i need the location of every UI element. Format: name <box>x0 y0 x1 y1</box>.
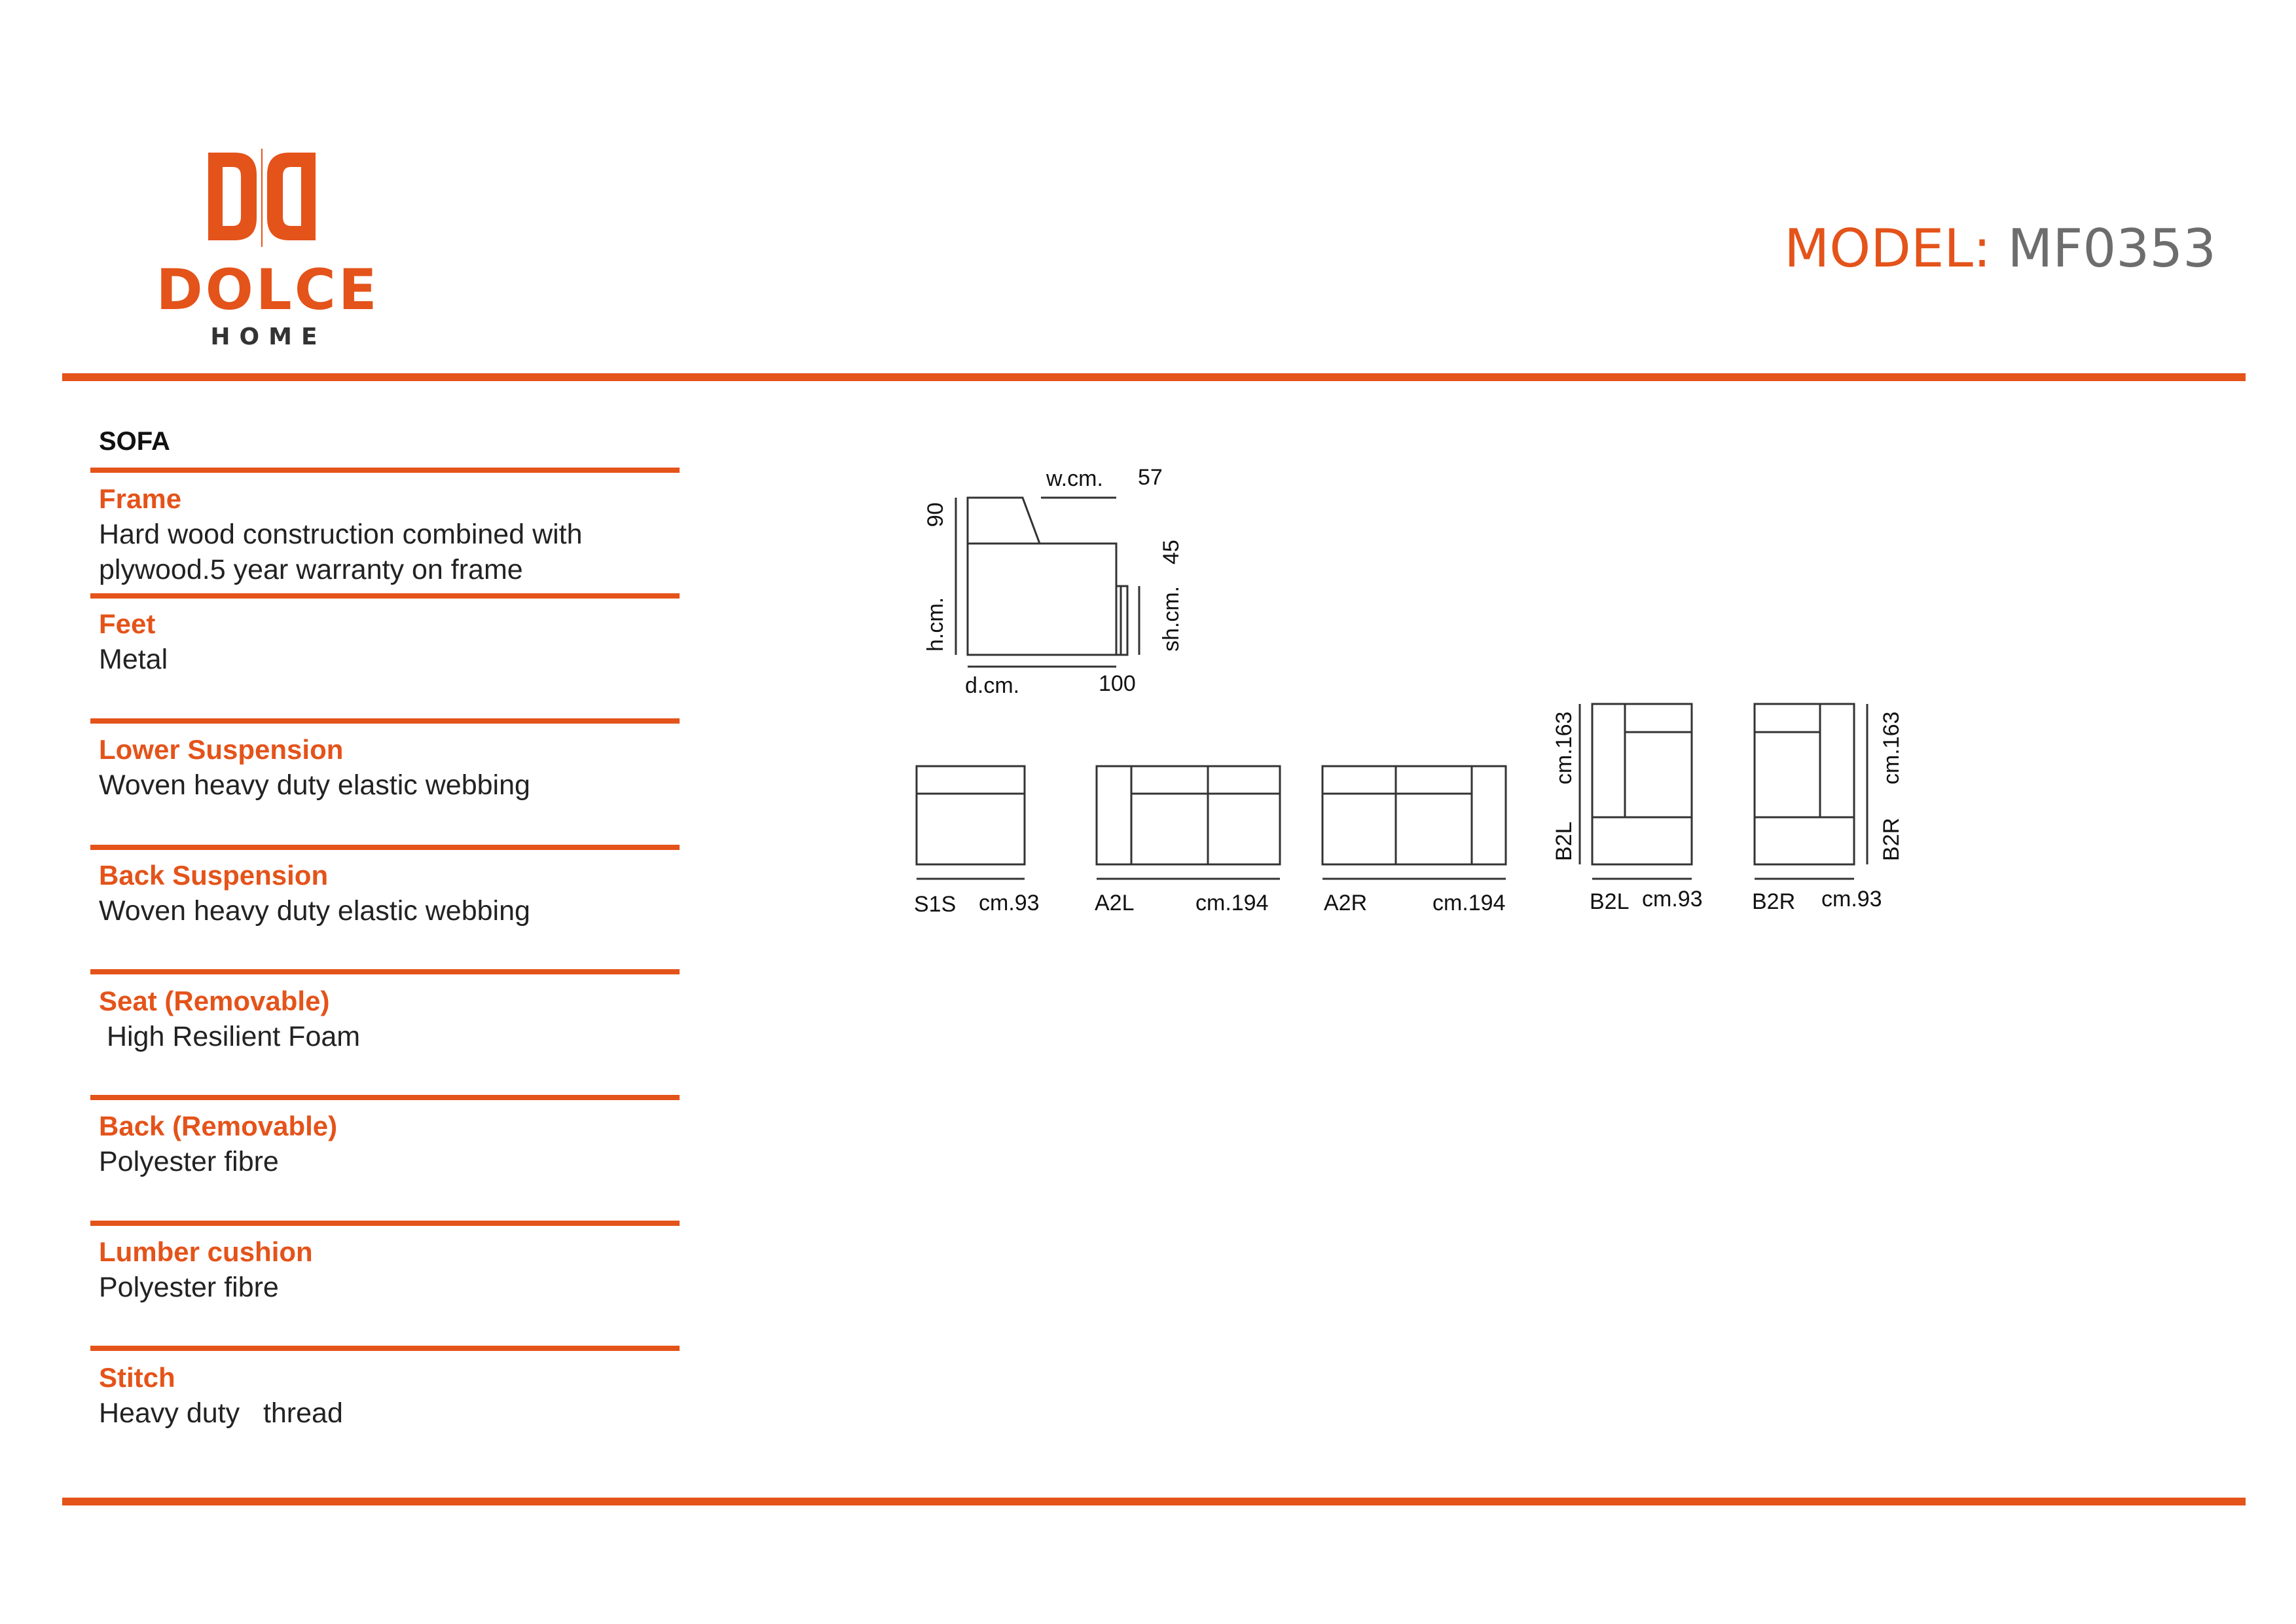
module-code: A2L <box>1095 891 1135 915</box>
depth-value: 100 <box>1099 671 1136 696</box>
module-code: A2R <box>1324 891 1368 915</box>
module-size: cm.194 <box>1432 891 1506 915</box>
width-value: 57 <box>1138 465 1163 490</box>
spec-name: Feet <box>99 608 156 639</box>
module-length: cm.163 <box>1879 711 1904 784</box>
side-profile-drawing <box>956 498 1139 667</box>
section-title: SOFA <box>99 427 170 456</box>
module-b2r-drawing <box>1755 704 1867 879</box>
spec-name: Seat (Removable) <box>99 986 330 1016</box>
module-size: cm.93 <box>979 891 1040 915</box>
spec-name: Back Suspension <box>99 860 329 891</box>
module-size: cm.93 <box>1642 887 1703 912</box>
module-size: cm.194 <box>1195 891 1269 915</box>
model-number: MF0353 <box>2007 218 2216 279</box>
module-a2r-drawing <box>1322 766 1506 879</box>
spec-desc: Polyester fibre <box>99 1272 279 1303</box>
depth-label: d.cm. <box>965 673 1020 698</box>
module-code: B2L <box>1590 889 1630 914</box>
height-value: 90 <box>923 502 948 527</box>
model-label: MODEL: <box>1784 218 1991 279</box>
module-a2l-drawing <box>1097 766 1280 879</box>
module-s1s-drawing <box>917 766 1025 879</box>
module-code: B2R <box>1752 889 1796 914</box>
seat-height-label: sh.cm. <box>1159 585 1184 652</box>
spec-desc: Hard wood construction combined with plywood.5 year warranty on frame <box>99 519 583 585</box>
spec-name: Stitch <box>99 1362 175 1393</box>
spec-name: Back (Removable) <box>99 1111 338 1141</box>
spec-name: Lumber cushion <box>99 1236 313 1267</box>
spec-desc: Metal <box>99 644 168 675</box>
module-code-vertical: B2R <box>1879 817 1904 861</box>
spec-desc: Polyester fibre <box>99 1146 279 1177</box>
brand-subtitle: HOME <box>210 323 327 350</box>
spec-desc: Woven heavy duty elastic webbing <box>99 895 530 927</box>
spec-name: Lower Suspension <box>99 734 344 765</box>
module-size: cm.93 <box>1821 887 1882 912</box>
height-label: h.cm. <box>923 597 948 652</box>
width-label: w.cm. <box>1046 466 1103 491</box>
spec-desc: Woven heavy duty elastic webbing <box>99 769 530 801</box>
module-b2l-drawing <box>1580 704 1692 879</box>
module-code: S1S <box>914 892 957 917</box>
spec-desc: High Resilient Foam <box>99 1021 361 1052</box>
module-length: cm.163 <box>1552 711 1576 784</box>
brand-name: DOLCE <box>156 257 380 323</box>
spec-desc: Heavy duty thread <box>99 1397 343 1429</box>
spec-name: Frame <box>99 483 182 514</box>
module-code-vertical: B2L <box>1552 821 1576 861</box>
seat-height-value: 45 <box>1159 540 1184 564</box>
